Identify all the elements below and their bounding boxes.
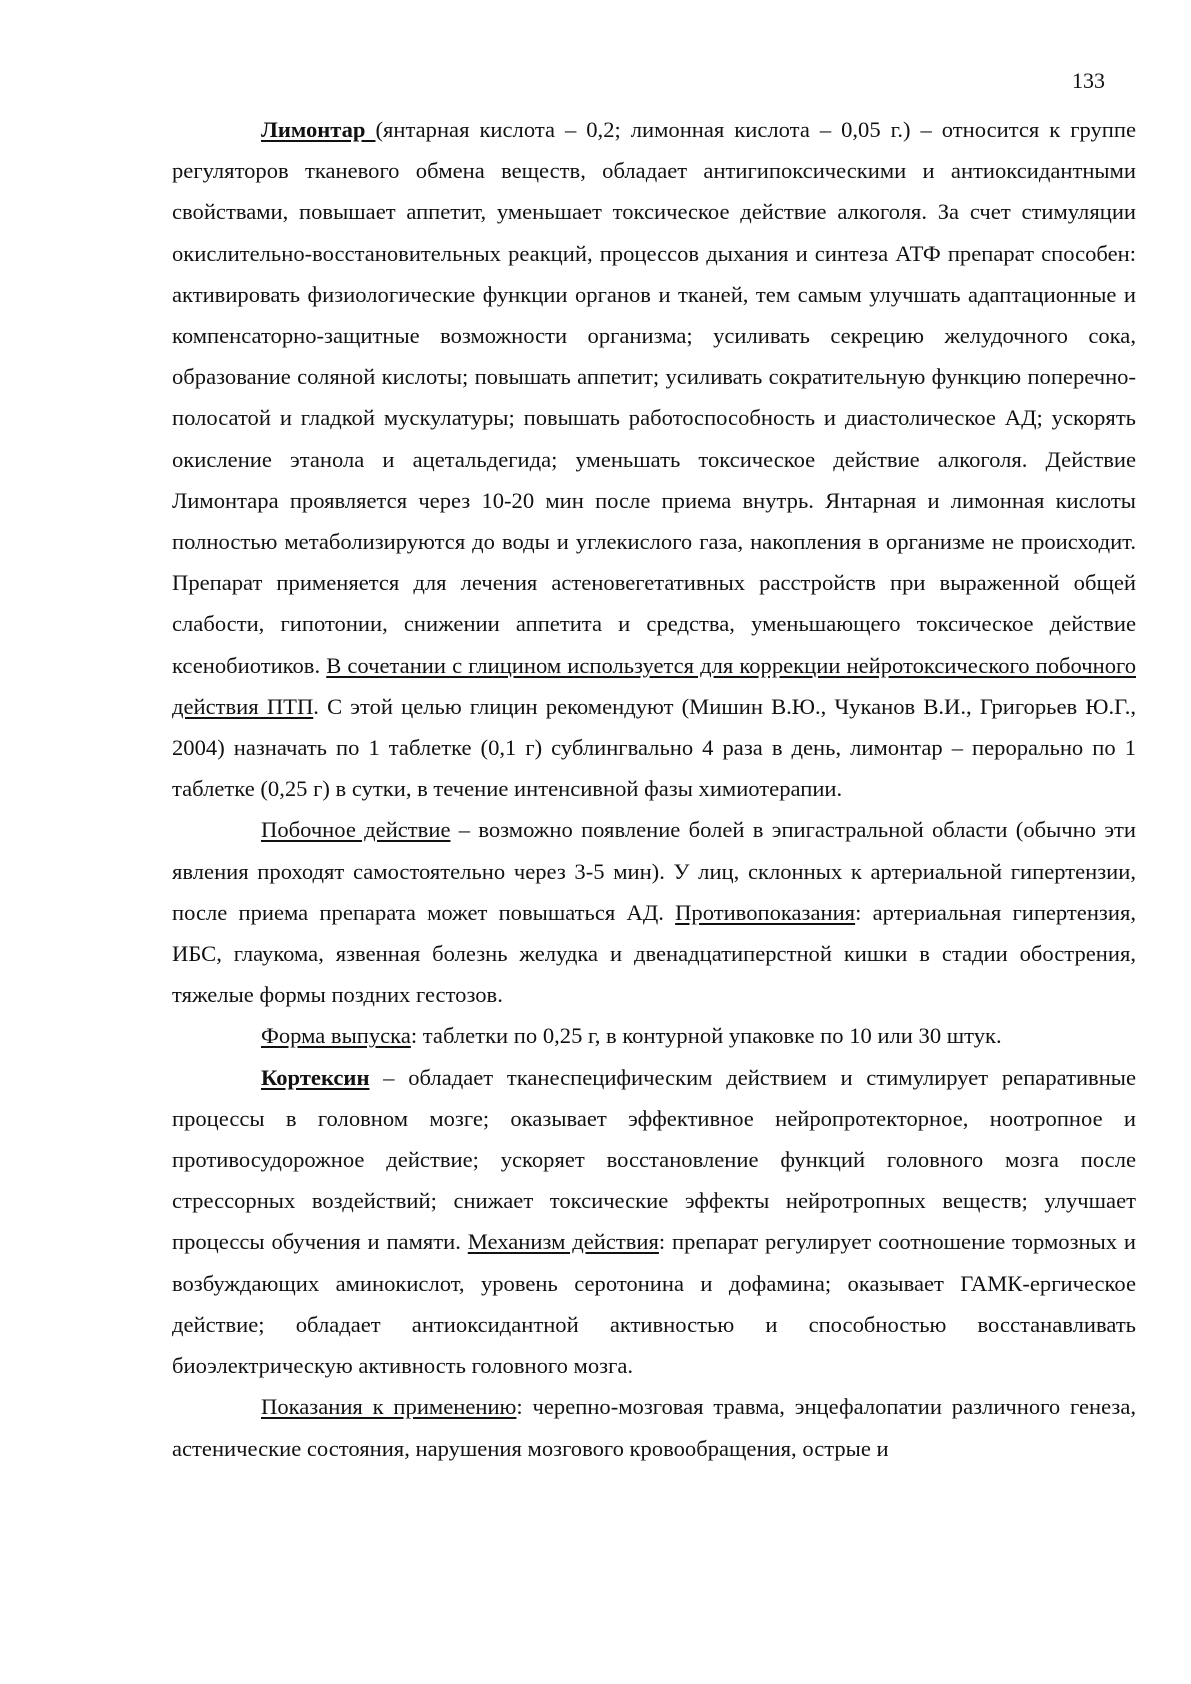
limontar-dosage: . С этой целью глицин рекомендуют (Мишин В.Ю., Чуканов В.И., Григорьев Ю.Г., 2004) назначать по 1 таблетке (0,1 г) сублингвально 4 раза в день, лимонтар – перорально по 1 таблетке (0,25 г) в сутки, в течение интенсивной фазы химиотерапии. [172, 693, 1136, 802]
limontar-glycine-note: В сочетании с глицином используется для коррекции нейротоксического побочного действия ПТП [172, 652, 1136, 719]
paragraph-limontar [172, 109, 1136, 809]
drug-name-cortexin: Кортексин [261, 1064, 370, 1090]
paragraph-indications [172, 1386, 1136, 1468]
cortexin-description: – обладает тканеспецифическим действием и стимулирует репаративные процессы в головном мозге; оказывает эффективное нейропротекторное, ноотропное и противосудорожное действие; ускоряет восстановление функций головного мозга после стрессорных воздействий; снижает токсические эффекты нейротропных веществ; улучшает процессы обучения и памяти. [172, 1064, 1136, 1255]
contraindications-label: Противопоказания [675, 899, 856, 925]
side-effects-text: – возможно появление болей в эпигастральной области (обычно эти явления проходят самостоятельно через 3-5 мин). У лиц, склонных к артериальной гипертензии, после приема препарата может повышаться АД. [172, 817, 1136, 925]
mechanism-text: : препарат регулирует соотношение тормозных и возбуждающих аминокислот, уровень серотонина и дофамина; оказывает ГАМК-ергическое действие; обладает антиоксидантной активностью и способностью восстанавливать биоэлектрическую активность головного мозга. [172, 1229, 1137, 1379]
side-effects-label: Побочное действие [261, 817, 451, 843]
paragraph-cortexin [172, 1057, 1136, 1387]
release-form-label: Форма выпуска [261, 1023, 411, 1049]
page-number: 133 [1072, 68, 1105, 93]
document-body [172, 109, 1136, 1469]
contraindications-text: : артериальная гипертензия, ИБС, глаукома, язвенная болезнь желудка и двенадцатиперстной кишки в стадии обострения, тяжелые формы поздних гестозов. [172, 899, 1136, 1008]
indications-text: : черепно-мозговая травма, энцефалопатии различного генеза, астенические состояния, нарушения мозгового кровообращения, острые и [172, 1394, 1136, 1461]
mechanism-label: Механизм действия [467, 1229, 659, 1255]
paragraph-side-effects [172, 809, 1136, 1015]
drug-name-limontar: Лимонтар [261, 117, 376, 142]
limontar-description: (янтарная кислота – 0,2; лимонная кислота – 0,05 г.) – относится к группе регуляторов тканевого обмена веществ, обладает антигипоксическими и антиоксидантными свойствами, повышает аппетит, уменьшает токсическое действие алкоголя. За счет стимуляции окислительно-восстановительных реакций, процессов дыхания и синтеза АТФ препарат способен: активировать физиологические функции органов и тканей, тем самым улучшать адаптационные и компенсаторно-защитные возможности организма; усиливать секрецию желудочного сока, образование соляной кислоты; повышать аппетит; усиливать сократительную функцию поперечно-полосатой и гладкой мускулатуры; повышать работоспособность и диастолическое АД; ускорять окисление этанола и ацетальдегида; уменьшать токсическое действие алкоголя. Действие Лимонтара проявляется через 10-20 мин после приема внутрь. Янтарная и лимонная кислоты полностью метаболизируются до воды и углекислого газа, накопления в организме не происходит. Препарат применяется для лечения астеновегетативных расстройств при выраженной общей слабости, гипотонии, снижении аппетита и средства, уменьшающего токсическое действие ксенобиотиков. [172, 117, 1136, 678]
release-form-text: : таблетки по 0,25 г, в контурной упаковке по 10 или 30 штук. [410, 1023, 1002, 1049]
indications-label: Показания к применению [261, 1394, 517, 1420]
paragraph-release-form [172, 1015, 1136, 1056]
